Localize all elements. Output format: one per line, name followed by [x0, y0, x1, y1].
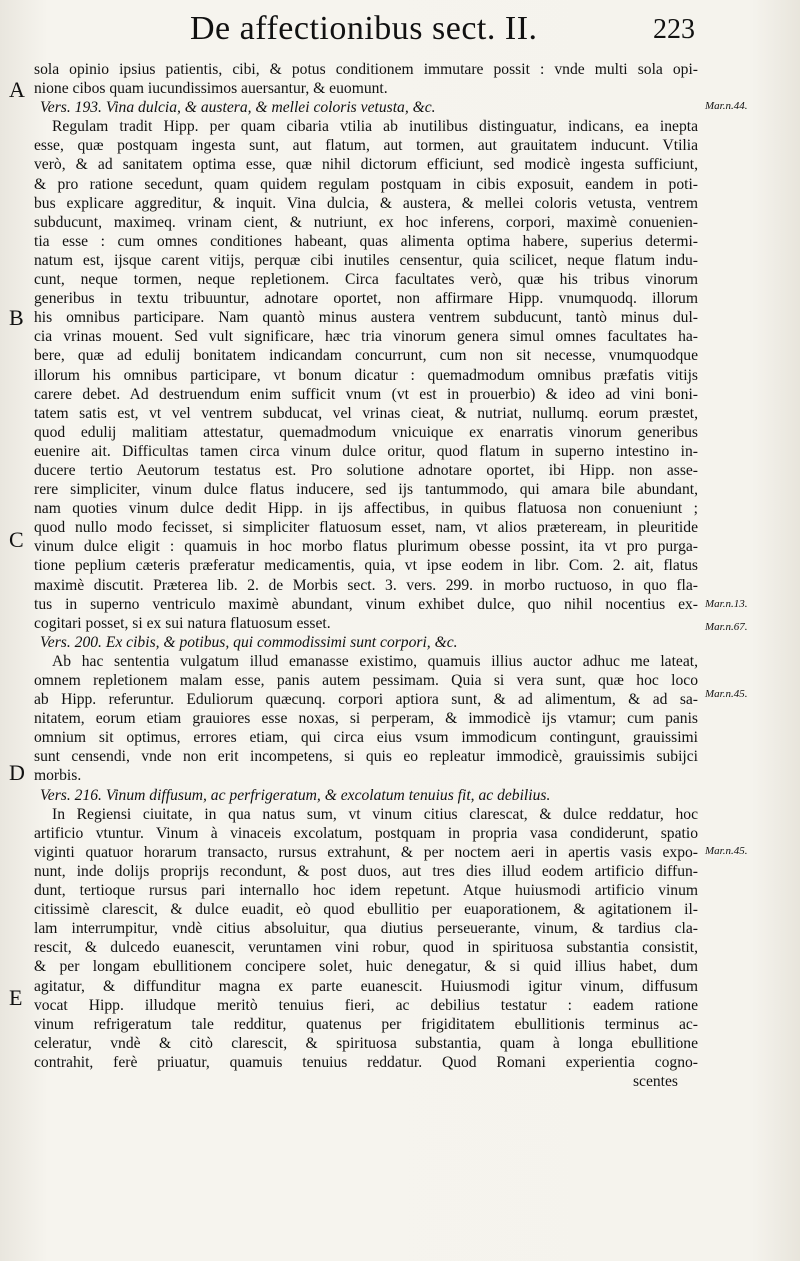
text-line: lam interrumpitur, vndè citius absoluitur, qua diutius perseuerante, vinum, & tardius cla-	[34, 920, 698, 938]
text-line: & pro ratione secedunt, quam quidem regulam postquam in cibis exposuit, eandem in poti-	[34, 175, 698, 193]
text-line: nunt, inde dolijs proprijs recondunt, & post duos, aut tres dies illud eodem artificio diffun-	[34, 862, 698, 880]
text-line: cogitari posset, si ex sui natura flatuosum esset.	[34, 614, 331, 632]
margin-notes	[705, 0, 800, 1261]
text-line: cunt, neque tormen, neque repletionem. Circa facultates verò, quæ his tribus vinorum	[34, 271, 698, 289]
text-line: tione peplium cæteris præferatur medicamentis, quia, vt ipse eodem in libr. Com. 2. ait, flatus	[34, 557, 698, 575]
text-line: ducere tertio Aeutorum testatus est. Pro solutione adnotare oportet, ibi Hipp. non asse-	[34, 461, 698, 479]
running-title: De affectionibus sect. II.	[190, 10, 538, 47]
text-line: bus explicare aggreditur, & inquit. Vina dulcia, & austera, & mellei coloris vetusta, ventrem	[34, 194, 698, 212]
text-line: verò, & ad sanitatem optima esse, quæ nihil dictorum efficiunt, sed modicè ingesta sufficiunt,	[34, 156, 698, 174]
margin-note: Mar.n.45.	[705, 688, 748, 700]
text-line: sola opinio ipsius patientis, cibi, & potus conditionem immutare possit : vnde multi sola opi-	[34, 61, 698, 78]
text-line: esse, quæ postquam ingesta sunt, aut flatum, aut tormen, aut grauitatem inducunt. Vtilia	[34, 137, 698, 155]
text-line: generibus in textu tribuuntur, adnotare oportet, non affirmare Hipp. vnumquodq. illorum	[34, 290, 698, 308]
text-line: morbis.	[34, 767, 82, 785]
text-line: contrahit, ferè priuatur, quamuis tenuius reddatur. Quod Romani experientia cogno-	[34, 1053, 698, 1071]
section-letter-b: B	[9, 305, 24, 330]
text-line: carere debet. Ad destruendum enim sufficit vnum (vt est in prouerbio) & ideo ad vini boni-	[34, 385, 698, 403]
text-line: vinum refrigeratum tale redditur, quatenus per frigiditatem ebullitionis terminus ac-	[34, 1015, 698, 1033]
text-line: tus in superno ventriculo maximè abundant, vinum exhibet dulce, quo nihil nocentius ex-	[34, 595, 698, 613]
page-number: 223	[653, 14, 695, 45]
text-line: omnium sit optimus, errores etiam, qui circa eius vsum immodicum contingunt, grauissimi	[34, 729, 698, 747]
margin-note: Mar.n.67.	[705, 621, 748, 633]
text-line: rescit, & dulcedo euanescit, veruntamen vini robur, quod in spirituosa substantia consistit,	[34, 939, 698, 957]
text-line: quod edulij malitiam attestatur, quemadmodum vnicuique ex enarratis vinorum generibus	[34, 423, 698, 441]
text-line: his omnibus participare. Nam quantò minus austera ventrem subducunt, tantò minus dul-	[34, 309, 698, 327]
text-line: artificio vtuntur. Vinum à vinaceis excolatum, postquam in propria vasa condiderunt, spatio	[34, 824, 698, 842]
page-header	[0, 6, 800, 50]
text-line: celeratur, vndè & citò clarescit, & spirituosa substantia, quam à longa ebullitione	[34, 1034, 698, 1052]
catchword: scentes	[632, 1072, 678, 1090]
text-line: vocat Hipp. illudque meritò tenuius fieri, ac debilius testatur : eadem ratione	[34, 996, 698, 1014]
text-line: nitatem, eorum etiam grauiores esse noxas, si perperam, & immodicè ijs vtamur; cum panis	[34, 710, 698, 728]
text-line: Ab hac sententia vulgatum illud emanasse existimo, quamuis illius auctor adhuc me lateat,	[52, 652, 698, 670]
text-line: maximè discutit. Præterea lib. 2. de Morbis sect. 3. vers. 299. in morbo ructuoso, in quo fla-	[34, 576, 698, 594]
text-line: nione cibos quam iucundissimos auersantur, & euomunt.	[34, 80, 388, 98]
text-line: nam quoties vinum dulce dedit Hipp. in ijs affectibus, in quibus flatuosa non conueniunt ;	[34, 500, 698, 518]
text-line: In Regiensi ciuitate, in qua natus sum, vt vinum citius clarescat, & dulce reddatur, hoc	[52, 805, 698, 823]
text-line: & per longam ebullitionem concipere solet, huic denegatur, & si quid illius habet, dum	[34, 958, 698, 976]
text-line: rere simpliciter, vinum dulce flatus inducere, sed ijs tantummodo, qui amara bile abundant,	[34, 481, 698, 499]
text-line: euenire ait. Difficultas tamen circa vinum dulce oritur, quod flatum in superno intestino in-	[34, 442, 698, 460]
text-line: natum est, ijsque carent vitijs, perquæ cibi inutiles censentur, quia scilicet, neque flatum indu-	[34, 251, 698, 269]
text-line: omnem repletionem malam esse, panis autem pessimam. Quia si vera sunt, quæ hoc loco	[34, 672, 698, 689]
text-line: citissimè clarescit, & dulce euadit, eò quod ebullitio per euaporationem, & agitationem il-	[34, 901, 698, 919]
verse-heading: Vers. 200. Ex cibis, & potibus, qui commodissimi sunt corpori, &c.	[40, 633, 458, 651]
section-letter-c: C	[9, 527, 24, 552]
section-letter-d: D	[9, 760, 25, 785]
text-line: ab Hipp. referuntur. Eduliorum quæcunq. corpori aptiora sunt, & ad alimentum, & ad sa-	[34, 691, 698, 709]
text-line: vinum dulce eligit : quamuis in hoc morbo flatus plurimum obesse possint, ita vt pro purga-	[34, 538, 698, 556]
section-letter-e: E	[9, 985, 23, 1010]
body-text	[34, 60, 698, 1091]
text-line: Regulam tradit Hipp. per quam cibaria vtilia ab inutilibus distinguatur, indicans, ea inepta	[52, 118, 698, 136]
margin-note: Mar.n.45.	[705, 845, 748, 857]
text-line: subducunt, maximeq. vrinam cient, & nutriunt, ex hoc inferens, corpori, maximè conuenien-	[34, 213, 698, 231]
text-line: tatem satis est, vt vel ventrem subducat, vel vrinas cieat, & nutriat, nullumq. eorum præstet,	[34, 404, 698, 422]
text-line: agitatur, & diffunditur magna ex parte euanescit. Huiusmodi igitur vinum, diffusum	[34, 977, 698, 995]
text-line: viginti quatuor horarum transacto, rursus extrahunt, & per noctem aeri in apertis vasis expo-	[34, 843, 698, 861]
text-line: quod nullo modo fecisset, si simpliciter flatuosum esset, nam, vt alios præteream, in pleuritide	[34, 519, 698, 537]
margin-note: Mar.n.44.	[705, 100, 748, 112]
section-letter-a: A	[9, 77, 25, 102]
verse-heading: Vers. 193. Vina dulcia, & austera, & mellei coloris vetusta, &c.	[40, 99, 436, 117]
text-line: bere, quæ ad edulij bonitatem indicandam concurrunt, cum non sit necesse, vnumquodque	[34, 347, 698, 365]
text-line: dunt, tertioque rursus pari internallo hoc idem repetunt. Atque huiusmodi artificio vinum	[34, 882, 698, 900]
text-line: cia vrinas mouent. Sed vult significare, hæc tria vinorum genera simul omnes facultates ha-	[34, 328, 698, 346]
margin-note: Mar.n.13.	[705, 598, 748, 610]
verse-heading: Vers. 216. Vinum diffusum, ac perfrigeratum, & excolatum tenuius fit, ac debilius.	[40, 786, 551, 804]
text-line: sunt censendi, vnde non erit incompetens, si quis eo repleatur immodicè, grauissimis subijci	[34, 748, 698, 766]
text-line: illorum his omnibus participare, vt bonum dicatur : quemadmodum omnibus præfatis vitijs	[34, 366, 698, 384]
text-line: tia esse : cum omnes conditiones habeant, quas alimenta optima habere, superius determi-	[34, 232, 698, 250]
